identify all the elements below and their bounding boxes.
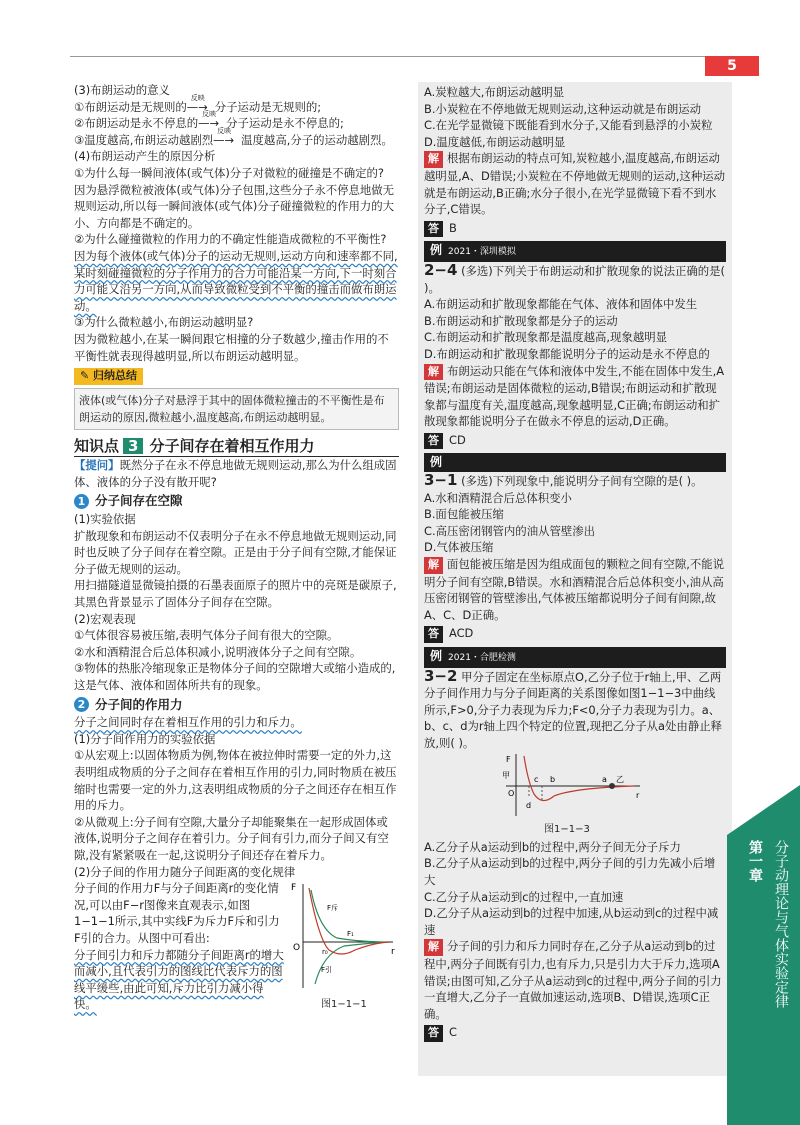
molecule-b [609,783,615,789]
option: D.气体被压缩 [424,540,494,555]
point-a: a [602,774,607,784]
solution: 解 面包能被压缩是因为组成面包的颗粒之间有空隙,不能说明分子间有空隙,B错误。水和酒精混合后总体积变小,油从高压密闭钢管的管壁渗出,气体被压缩都说明分子间有间隙,故A、C、D正确。 [424,557,724,622]
option: A.乙分子从a运动到b的过程中,两分子间无分子斥力 [424,839,681,854]
paragraph: ①气体很容易被压缩,表明气体分子间有很大的空隙。 [74,628,339,643]
key-statement: 分子间引力和斥力都随分子间距离r的增大而减小,且代表引力的图线比代表斥力的图线平缓些,由此可知,斥力比引力减小得快。 [74,947,284,1012]
question: ①为什么每一瞬间液体(或气体)分子对微粒的碰撞是不确定的? [74,165,384,180]
paragraph: ③物体的热胀冷缩现象正是物体分子间的空隙增大或缩小造成的,这是气体、液体和固体所共有的现象。 [74,661,396,692]
solution: 解 根据布朗运动的特点可知,炭粒越小,温度越高,布朗运动越明显,A、D错误;小炭粒在不停地做无规则的运动,这种运动就是布朗运动,B正确;水分子很小,在光学显微镜下看不到水分子,C错误。 [424,151,726,217]
resultant-label: F₁ [347,930,354,939]
answer-highlighted: 因为每个液体(或气体)分子的运动无规则,运动方向和速率都不同,某时刻碰撞微粒的分子作用力的合力可能沿某一方向,下一时刻合力可能又沿另一方向,从而导致微粒受到不平衡的撞击而做布朗运动。 [74,248,398,313]
option: A.炭粒越大,布朗运动越明显 [424,85,565,99]
example-bar: 例 [424,453,726,472]
point-d: d [526,800,532,810]
point-c: c [534,774,539,784]
paragraph: 分子间的作用力F与分子间距离r的变化情况,可以由F−r图像来直观表示,如图1−1−1所示,其中实线F为斥力F斥和引力F引的合力。从图中可看出: [74,881,280,945]
paragraph: ②水和酒精混合后总体积减小,说明液体分子之间有空隙。 [74,644,362,659]
repulsion-label: F斥 [327,904,339,913]
sub-heading: (1)实验依据 [74,512,136,527]
axis-label-r: r [391,947,395,958]
answer-line: 答 CD [424,432,726,450]
subsection-2: 2 分子间的作用力 [74,697,399,714]
figure-caption: 图1−1−3 [544,824,590,836]
solution: 解 布朗运动只能在气体和液体中发生,不能在固体中发生,A错误;布朗运动是固体微粒的运动,B错误;布朗运动和扩散现象都与温度有关,温度越高,现象越明显,C正确;布朗运动和扩散现象都能说明分子在做永不停息的运动,D正确。 [424,363,725,429]
summary-tag: ✎ 归纳总结 [74,368,143,385]
option: B.小炭粒在不停地做无规则运动,这种运动就是布朗运动 [424,101,702,116]
point-b: b [550,774,556,784]
label-jia: 甲 [502,770,510,780]
paragraph: 扩散现象和布朗运动不仅表明分子在永不停息地做无规则运动,同时也反映了分子间存在着空隙。正是由于分子间有空隙,才能保证分子做无规则的运动。 [74,528,397,576]
knowledge-point-header [74,438,399,458]
axis-label-f: F [506,754,511,764]
paragraph: ①从宏观上:以固体物质为例,物体在被拉伸时需要一定的外力,这表明组成物质的分子之间存在着相互作用的引力,同时物质在被压缩时也需要一定的外力,这表明组成物质的分子之间还存在相互作用的斥力。 [74,748,397,813]
left-column [74,82,399,1013]
option: A.布朗运动和扩散现象都能在气体、液体和固体中发生 [424,297,698,312]
option: C.高压密闭钢管内的油从管壁渗出 [424,523,596,538]
prompt-question: 【提问】既然分子在永不停息地做无规则运动,那么为什么组成固体、液体的分子没有散开呢? [74,458,397,489]
example-stem: 2−4 (多选)下列关于布朗运动和扩散现象的说法正确的是( )。 [424,260,726,295]
question: ②为什么碰撞微粒的作用力的不确定性能造成微粒的不平衡性? [74,232,387,247]
r0-label: r₀ [322,948,328,957]
option: D.布朗运动和扩散现象都能说明分子的运动是永不停息的 [424,346,710,361]
chapter-sidebar [727,785,800,1125]
origin-label: O [508,788,515,798]
option: A.水和酒精混合后总体积变小 [424,490,572,505]
meaning-line-3: ③温度越高,布朗运动越剧烈 反映 —→ 温度越高,分子的运动越剧烈。 [74,126,393,147]
label-yi: 乙 [616,774,624,784]
kp-label: 知识点 [74,436,120,455]
meaning-line-2: ②布朗运动是永不停息的 反映 —→ 分子运动是永不停息的; [74,110,344,131]
section-title: (4)布朗运动产生的原因分析 [74,149,216,164]
figure-caption: 图1−1−1 [321,998,367,1010]
kp-number: 3 [123,438,143,455]
example-bar: 例 2021・合肥检测 [424,647,726,668]
key-statement: 分子之间同时存在着相互作用的引力和斥力。 [74,715,302,730]
chapter-title: 分子动理论与气体实验定律 [773,840,789,1008]
summary-box: 液体(或气体)分子对悬浮于其中的固体微粒撞击的不平衡性是布朗运动的原因,微粒越小,温度越高,布朗运动越明显。 [74,388,399,430]
meaning-line-1: ①布朗运动是无规则的 反映 —→ 分子运动是无规则的; [74,93,322,114]
option: C.乙分子从a运动到c的过程中,一直加速 [424,889,624,904]
answer: 因为微粒越小,在某一瞬间跟它相撞的分子数越少,撞击作用的不平衡性就表现得越明显,所以布朗运动越明显。 [74,331,389,363]
question: ③为什么微粒越小,布朗运动越明显? [74,315,254,330]
force-distance-graph [289,880,399,992]
axis-label-r: r [636,790,640,800]
answer: 因为悬浮微粒被液体(或气体)分子包围,这些分子永不停息地做无规则运动,所以每一瞬间液体(或气体)分子碰撞微粒的作用力的大小、方向都是不确定的。 [74,182,395,230]
option: D.温度越低,布朗运动越明显 [424,134,566,149]
sub-heading: (2)分子间的作用力随分子间距离的变化规律 [74,864,296,879]
example-stem: 3−2 甲分子固定在坐标原点O,乙分子位于r轴上,甲、乙两分子间作用力与分子间距离的关系图像如图1−1−3中曲线所示,F>0,分子力表现为斥力;F<0,分子力表现为引力。a、b、c、d为r轴上四个特定的位置,现把乙分子从a处由静止释放,则( )。 [424,666,722,750]
origin-label: O [293,943,301,954]
right-column [418,82,732,1076]
page-number: 5 [705,56,759,76]
example-bar: 例 2021・深圳模拟 [424,241,726,262]
answer-line: 答 C [424,1024,726,1042]
option: D.乙分子从a运动到b的过程中加速,从b运动到c的过程中减速 [424,906,719,937]
example-stem: 3−1 (多选)下列现象中,能说明分子间有空隙的是( )。 [424,471,703,490]
answer-line: 答 ACD [424,625,726,643]
paragraph: ②从微观上:分子间有空隙,大量分子却能聚集在一起形成固体或液体,说明分子之间存在着引力。分子间有引力,而分子间又有空隙,没有紧紧吸在一起,这说明分子间还存在着斥力。 [74,814,389,862]
sub-heading: (1)分子间作用力的实验依据 [74,731,216,746]
figure-1-1-1 [289,880,399,1013]
sub-heading: (2)宏观表现 [74,611,136,626]
molecular-force-graph [494,752,644,818]
subsection-1: 1 分子间存在空隙 [74,493,399,510]
figure-1-1-3 [494,752,726,839]
option: B.布朗运动和扩散现象都是分子的运动 [424,313,618,328]
chapter-label: 第一章 [747,840,763,882]
answer-line: 答 B [424,220,726,238]
section-title: (3)布朗运动的意义 [74,83,170,97]
option: C.在光学显微镜下既能看到水分子,又能看到悬浮的小炭粒 [424,118,713,133]
option: B.面包能被压缩 [424,507,504,522]
kp-title: 分子间存在着相互作用力 [149,436,315,455]
paragraph: 用扫描隧道显微镜拍摄的石墨表面原子的照片中的亮斑是碳原子,其黑色背景显示了固体分子间存在空隙。 [74,578,397,610]
top-rule [70,56,758,57]
axis-label-f: F [291,883,297,894]
solution: 解 分子间的引力和斥力同时存在,乙分子从a运动到b的过程中,两分子间既有引力,也有斥力,只是引力大于斥力,选项A错误;由图可知,乙分子从a运动到c的过程中,两分子间的引力一直增大,乙分子一直做加速运动,选项B、D错误,选项C正确。 [424,939,722,1021]
option: C.布朗运动和扩散现象都是温度越高,现象越明显 [424,330,668,345]
attraction-label: F引 [321,966,333,975]
option: B.乙分子从a运动到b的过程中,两分子间的引力先减小后增大 [424,856,716,887]
